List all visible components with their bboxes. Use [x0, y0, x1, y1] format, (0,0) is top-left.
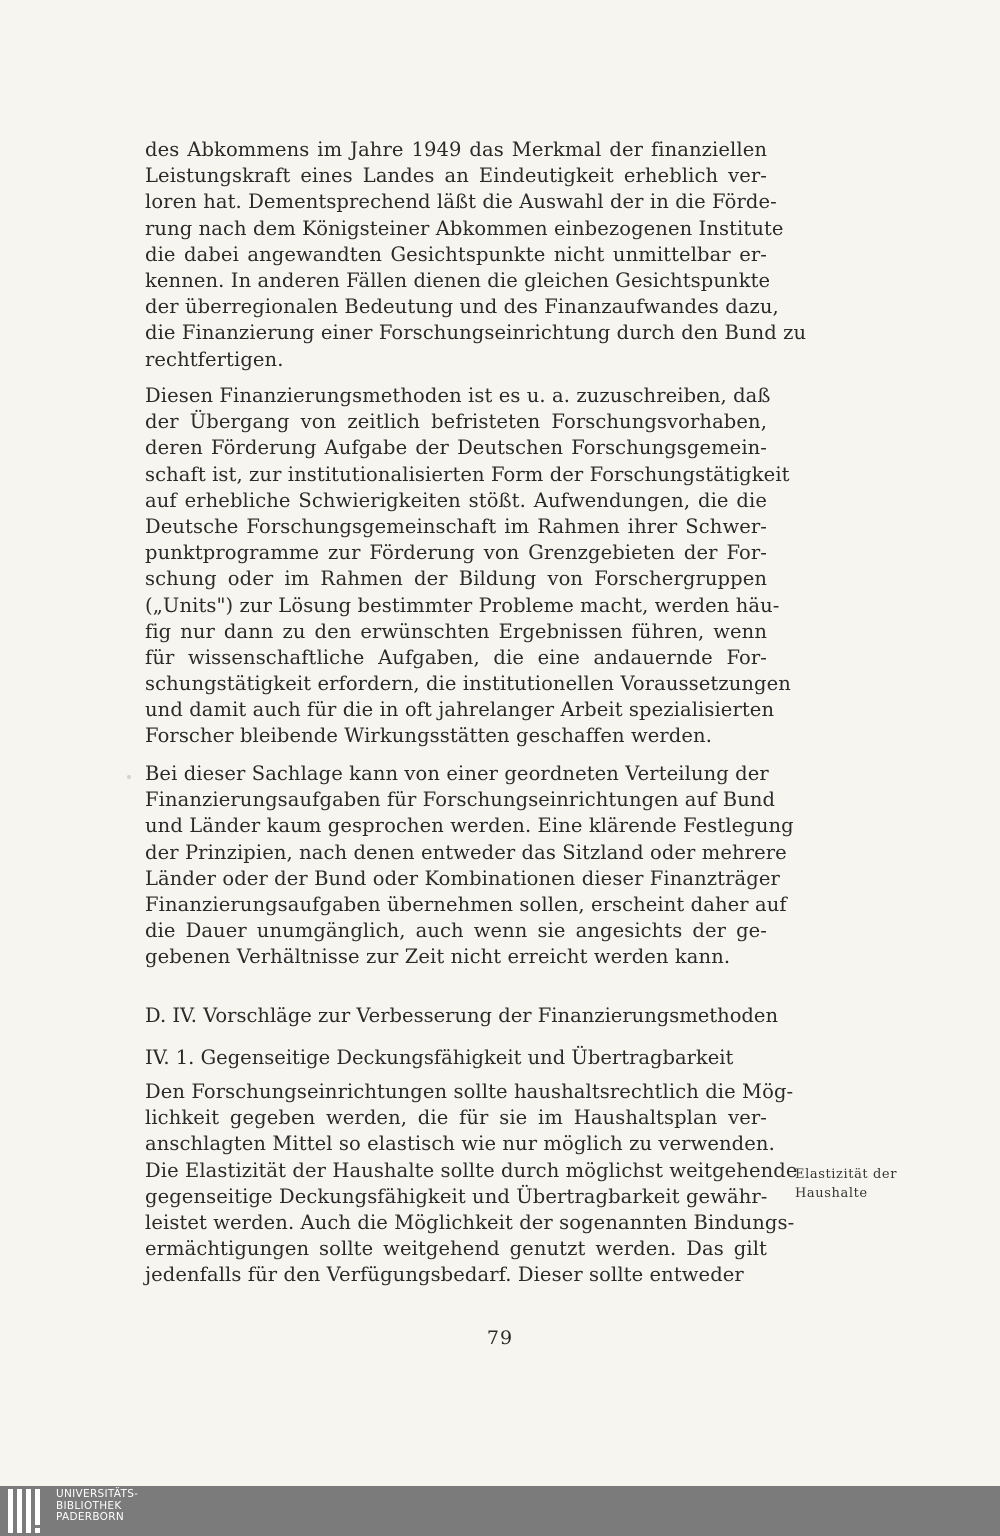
text-line: auf erhebliche Schwierigkeiten stößt. Aufwendungen, die die	[145, 488, 767, 512]
text-line: Finanzierungsaufgaben für Forschungseinrichtungen auf Bund	[145, 788, 776, 812]
text-line: Deutsche Forschungsgemeinschaft im Rahmen ihrer Schwer-	[145, 514, 767, 538]
library-logo-text	[56, 1489, 138, 1524]
paragraph-4	[145, 1079, 798, 1289]
section-heading: D. IV. Vorschläge zur Verbesserung der Finanzierungsmethoden	[145, 1004, 779, 1027]
page-number: 79	[486, 1327, 514, 1349]
text-line: anschlagten Mittel so elastisch wie nur möglich zu verwenden.	[145, 1132, 775, 1156]
text-line: rechtfertigen.	[145, 347, 284, 371]
text-line: Bei dieser Sachlage kann von einer geordneten Verteilung der	[145, 762, 769, 785]
text-line: Den Forschungseinrichtungen sollte haushaltsrechtlich die Mög-	[145, 1080, 794, 1103]
text-line: der Prinzipien, nach denen entweder das Sitzland oder mehrere	[145, 840, 787, 864]
text-line: punktprogramme zur Förderung von Grenzgebieten der For-	[145, 541, 767, 565]
logo-line: BIBLIOTHEK	[56, 1499, 122, 1512]
text-line: jedenfalls für den Verfügungsbedarf. Dieser sollte entweder	[145, 1263, 744, 1287]
paragraph-2	[145, 383, 791, 750]
text-line: des Abkommens im Jahre 1949 das Merkmal der finanziellen	[145, 138, 767, 161]
text-line: lichkeit gegeben werden, die für sie im Haushaltsplan ver-	[145, 1106, 767, 1130]
paragraph-1	[145, 137, 807, 373]
margin-note-line: Haushalte	[795, 1186, 868, 1201]
text-line: ermächtigungen sollte weitgehend genutzt werden. Das gilt	[145, 1237, 767, 1261]
margin-note	[795, 1165, 897, 1203]
paragraph-3	[145, 761, 794, 971]
text-line: Leistungskraft eines Landes an Eindeutigkeit erheblich ver-	[145, 164, 767, 188]
text-line: der überregionalen Bedeutung und des Finanzaufwandes dazu,	[145, 295, 779, 319]
text-line: deren Förderung Aufgabe der Deutschen Forschungsgemein-	[145, 436, 767, 460]
text-line: leistet werden. Auch die Möglichkeit der sogenannten Bindungs-	[145, 1210, 795, 1234]
logo-line: UNIVERSITÄTS-	[56, 1488, 139, 1500]
margin-note-line: Elastizität der	[795, 1167, 898, 1182]
text-line: Länder oder der Bund oder Kombinationen dieser Finanzträger	[145, 866, 780, 890]
text-line: Forscher bleibende Wirkungsstätten geschaffen werden.	[145, 724, 712, 748]
text-line: Diesen Finanzierungsmethoden ist es u. a. zuzuschreiben, daß	[145, 384, 771, 407]
text-line: schaft ist, zur institutionalisierten Form der Forschungstätigkeit	[145, 462, 790, 486]
text-line: der Übergang von zeitlich befristeten Forschungsvorhaben,	[145, 410, 767, 434]
text-line: Finanzierungsaufgaben übernehmen sollen, erscheint daher auf	[145, 892, 787, 916]
text-line: kennen. In anderen Fällen dienen die gleichen Gesichtspunkte	[145, 268, 771, 292]
text-line: und damit auch für die in oft jahrelanger Arbeit spezialisierten	[145, 698, 775, 722]
text-line: für wissenschaftliche Aufgaben, die eine andauernde For-	[145, 645, 767, 669]
text-line: die Dauer unumgänglich, auch wenn sie angesichts der ge-	[145, 919, 767, 943]
text-line: die Finanzierung einer Forschungseinrichtung durch den Bund zu	[145, 321, 807, 345]
text-line: rung nach dem Königsteiner Abkommen einbezogenen Institute	[145, 216, 784, 240]
text-line: („Units") zur Lösung bestimmter Probleme macht, werden häu-	[145, 593, 780, 617]
margin-dot	[127, 775, 131, 779]
text-line: und Länder kaum gesprochen werden. Eine klärende Festlegung	[145, 814, 794, 838]
text-line: schung oder im Rahmen der Bildung von Forschergruppen	[145, 567, 767, 591]
text-line: gebenen Verhältnisse zur Zeit nicht erreicht werden kann.	[145, 945, 731, 969]
subsection-heading: IV. 1. Gegenseitige Deckungsfähigkeit und Übertragbarkeit	[145, 1046, 734, 1069]
text-line: schungstätigkeit erfordern, die institutionellen Voraussetzungen	[145, 672, 791, 696]
text-line: loren hat. Dementsprechend läßt die Auswahl der in die Förde-	[145, 190, 777, 214]
text-line: Die Elastizität der Haushalte sollte durch möglichst weitgehende	[145, 1158, 798, 1182]
library-footer-bar	[0, 1486, 1000, 1536]
text-line: die dabei angewandten Gesichtspunkte nicht unmittelbar er-	[145, 242, 767, 266]
text-line: gegenseitige Deckungsfähigkeit und Übertragbarkeit gewähr-	[145, 1184, 768, 1208]
text-line: fig nur dann zu den erwünschten Ergebnissen führen, wenn	[145, 619, 767, 643]
logo-line: PADERBORN	[56, 1511, 124, 1523]
